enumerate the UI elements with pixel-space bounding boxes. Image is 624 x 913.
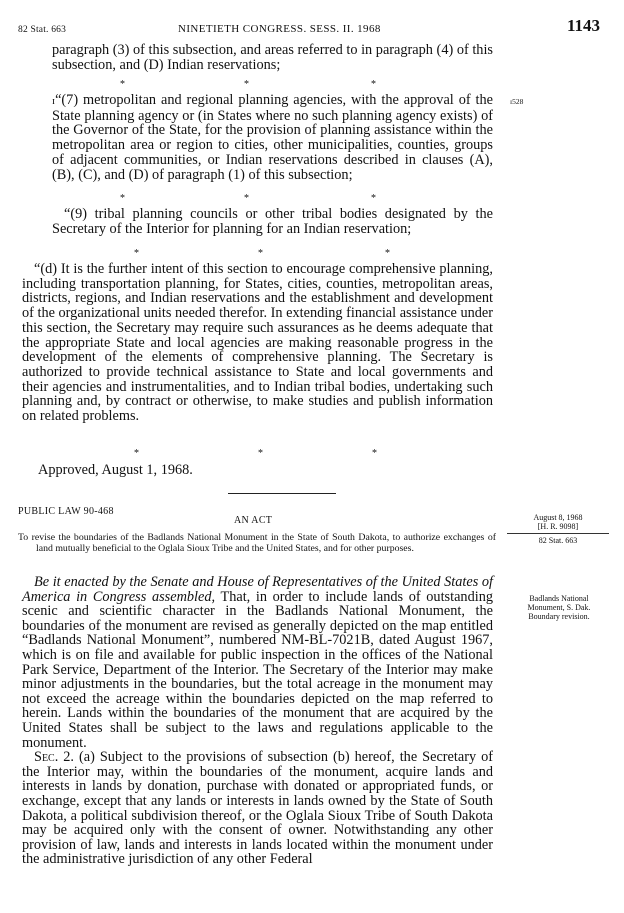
margin-topic-line: Monument, S. Dak. xyxy=(527,603,591,612)
page-number: 1143 xyxy=(566,16,600,35)
act-purpose xyxy=(18,532,496,554)
public-law-number: PUBLIC LAW 90-468 xyxy=(18,506,114,517)
section-1-text: That, in order to include lands of outstanding scenic and scientific character in the Badlands National Monument, the boundaries of the monument are revised as generally depicted on the map entitled “Badlands National Monument”, numbered NM-BL-7021B, dated August 1967, which is on file and available for public inspection in the offices of the National Park Service, Department of the Interior. The Secretary of the Interior may make minor adjustments in the boundaries, but the total acreage in the monument may not exceed the acreage within the boundaries depicted on the map referred to herein. Lands within the boundaries of the monument that are acquired by the United States shall be subject to the laws and regulations applicable to the monument. xyxy=(22,588,493,751)
margin-bill-number: [H. R. 9098] xyxy=(537,522,579,531)
act-heading: AN ACT xyxy=(234,515,273,526)
subsection-d: “(d) It is the further intent of this section to encourage comprehensive planning, including transportation planning, for States, cities, counties, metropolitan areas, districts, regions, and Indian reservations and the establishment and development of the organizational units needed therefor. In extending financial assistance under this section, the Secretary may require such assurances as he deems adequate that the appropriate State and local agencies are making reasonable progress in the development of the elements of comprehensive planning. The Secretary is authorized to provide technical assistance to State and local governments and their agencies and instrumentalities, and to Indian tribal bodies, undertaking such planning and, by contract or otherwise, to make studies and publish information on related problems. xyxy=(22,261,493,425)
section-2-text: (a) Subject to the provisions of subsection (b) hereof, the Secretary of the Interior may, within the boundaries of the monument, acquire lands and interests in lands by donation, purchase with donated or appropriated funds, or exchange, except that any lands or interests in lands owned by the State of South Dakota, a political subdivision thereof, or the Oglala Sioux Tribe of South Dakota may be acquired only with the consent of owner. Notwithstanding any other provision of law, lands and interests in lands located within the monument under the administrative jurisdiction of any other Federal xyxy=(22,749,494,868)
margin-divider xyxy=(507,533,609,534)
header-congress-session: NINETIETH CONGRESS. SESS. II. 1968 xyxy=(178,23,381,35)
section-1 xyxy=(22,575,493,750)
paragraph-7 xyxy=(22,93,493,182)
margin-date: August 8, 1968 xyxy=(533,513,583,522)
asterisk: * xyxy=(244,79,249,90)
enacting-clause: Be it enacted by the Senate and House of Representatives of the United States of America in Congress assembled, xyxy=(22,574,493,605)
margin-reference: ɪ528 xyxy=(510,97,524,106)
asterisk: * xyxy=(258,448,263,459)
insertion-marker: ɪ xyxy=(52,95,56,107)
asterisk: * xyxy=(371,193,376,204)
asterisk: * xyxy=(120,79,125,90)
asterisk: * xyxy=(120,193,125,204)
approval-date: Approved, August 1, 1968. xyxy=(38,462,193,478)
act-body xyxy=(22,575,493,867)
margin-enactment-info xyxy=(507,513,609,545)
header-stat-citation: 82 Stat. 663 xyxy=(18,25,67,35)
asterisk: * xyxy=(258,248,263,259)
act-purpose-text: To revise the boundaries of the Badlands National Monument in the State of South Dakota, to authorize exchanges of land mutually beneficial to the Oglala Sioux Tribe and the United States, and for other purposes. xyxy=(18,532,496,555)
asterisk: * xyxy=(385,248,390,259)
paragraph-continuation: paragraph (3) of this subsection, and areas referred to in paragraph (4) of this subsection, and (D) Indian reservations; xyxy=(52,42,493,73)
section-divider xyxy=(228,493,336,494)
margin-stat: 82 Stat. 663 xyxy=(538,536,578,545)
section-2-label: Sec. 2. xyxy=(34,749,75,766)
section-2 xyxy=(22,750,493,867)
margin-topic-line: Badlands National xyxy=(529,594,589,603)
asterisk: * xyxy=(371,79,376,90)
margin-topic-line: Boundary revision. xyxy=(528,612,590,621)
asterisk: * xyxy=(134,448,139,459)
margin-topic-note xyxy=(505,594,613,621)
paragraph-9: “(9) tribal planning councils or other tribal bodies designated by the Secretary of the Interior for planning for an Indian reservation; xyxy=(52,206,493,237)
paragraph-7-text: “(7) metropolitan and regional planning agencies, with the approval of the State planning agency or (in States where no such planning agency exists) of the Governor of the State, for the provision of planning assistance within the metropolitan area or region to cities, other municipalities, counties, groups of adjacent communities, or Indian reservations described in clauses (A), (B), (C), and (D) of paragraph (1) of this subsection; xyxy=(52,92,493,183)
asterisk: * xyxy=(372,448,377,459)
asterisk: * xyxy=(244,193,249,204)
asterisk: * xyxy=(134,248,139,259)
